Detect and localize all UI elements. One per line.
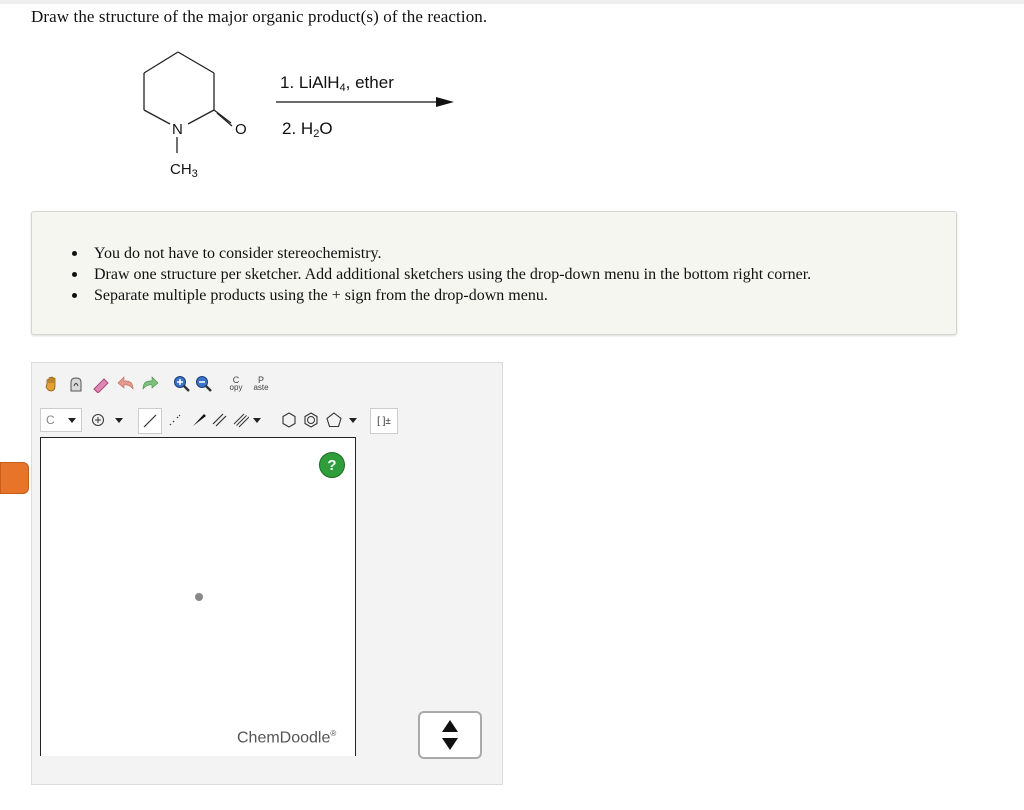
instructions-list bbox=[94, 243, 811, 306]
cursor-dot bbox=[195, 593, 203, 601]
reaction-arrow bbox=[276, 95, 456, 109]
chevron-down-icon bbox=[253, 418, 261, 423]
add-sketcher-stepper[interactable] bbox=[418, 711, 482, 759]
hashed-bond-icon bbox=[167, 412, 183, 428]
element-select[interactable] bbox=[40, 408, 82, 432]
step1-subscript: 4 bbox=[339, 82, 346, 94]
oxygen-label: O bbox=[235, 121, 247, 138]
wedge-bond-tool[interactable] bbox=[188, 408, 210, 432]
methyl-subscript: 3 bbox=[191, 168, 198, 180]
paste-top: P bbox=[257, 375, 264, 385]
eraser-icon[interactable] bbox=[90, 373, 112, 395]
methyl-main: CH bbox=[170, 161, 192, 178]
condition-step-2 bbox=[282, 119, 333, 140]
reactant-structure bbox=[130, 40, 270, 190]
wedge-bond-icon bbox=[191, 412, 207, 428]
zoom-in-icon[interactable] bbox=[172, 373, 192, 395]
hexagon-icon bbox=[280, 411, 298, 429]
benzene-ring-tool[interactable] bbox=[278, 408, 300, 432]
step2-rest: O bbox=[319, 119, 333, 138]
triple-bond-select[interactable] bbox=[230, 408, 264, 432]
top-rule bbox=[0, 0, 1024, 4]
copy-button[interactable] bbox=[226, 371, 246, 397]
triple-bond-icon bbox=[233, 412, 249, 428]
instruction-item: You do not have to consider stereochemistry. bbox=[94, 243, 811, 264]
nitrogen-label: N bbox=[172, 121, 183, 138]
undo-icon[interactable] bbox=[116, 373, 138, 395]
chemdoodle-logo bbox=[237, 729, 336, 747]
step1-rest: , ether bbox=[345, 73, 394, 92]
step1-text: 1. LiAlH bbox=[280, 73, 340, 92]
zoom-out-icon[interactable] bbox=[194, 373, 214, 395]
instruction-item: Draw one structure per sketcher. Add additional sketchers using the drop-down menu in the bottom right corner. bbox=[94, 266, 812, 283]
aromatic-ring-tool[interactable] bbox=[300, 408, 322, 432]
benzene-icon bbox=[302, 411, 320, 429]
dashed-bond-tool[interactable] bbox=[164, 408, 186, 432]
chevron-down-icon bbox=[115, 418, 123, 423]
copy-top: C bbox=[232, 375, 240, 385]
bracket-tool[interactable] bbox=[370, 408, 398, 434]
drawing-canvas[interactable] bbox=[40, 437, 356, 756]
redo-icon[interactable] bbox=[138, 373, 160, 395]
step2-text: 2. H bbox=[282, 119, 314, 138]
question-text: Draw the structure of the major organic product(s) of the reaction. bbox=[31, 7, 488, 26]
help-button[interactable]: ? bbox=[319, 452, 345, 478]
instructions-box bbox=[31, 211, 957, 335]
step2-subscript: 2 bbox=[313, 128, 320, 140]
lasso-icon[interactable] bbox=[66, 373, 86, 395]
up-down-arrows-icon bbox=[420, 713, 480, 757]
copy-bottom: opy bbox=[229, 383, 243, 392]
pentagon-icon bbox=[325, 411, 343, 429]
brand-mark: ® bbox=[330, 729, 337, 738]
side-tab[interactable] bbox=[0, 462, 29, 494]
bracket-label: [ ]± bbox=[377, 415, 391, 427]
single-bond-icon bbox=[142, 413, 158, 429]
condition-step-1 bbox=[280, 73, 394, 94]
pentagon-ring-select[interactable] bbox=[322, 408, 360, 432]
hand-icon[interactable] bbox=[42, 373, 62, 395]
charge-select[interactable] bbox=[86, 408, 128, 432]
double-bond-icon bbox=[211, 412, 227, 428]
plus-circle-icon bbox=[91, 413, 105, 427]
chevron-down-icon bbox=[349, 418, 357, 423]
single-bond-tool[interactable] bbox=[138, 408, 162, 434]
chevron-down-icon bbox=[68, 418, 76, 423]
element-label: C bbox=[46, 413, 55, 427]
paste-bottom: aste bbox=[253, 383, 269, 392]
chemdoodle-sketcher bbox=[31, 362, 503, 785]
paste-button[interactable] bbox=[250, 371, 272, 397]
instruction-item: Separate multiple products using the + sign from the drop-down menu. bbox=[94, 285, 811, 306]
double-bond-tool[interactable] bbox=[208, 408, 230, 432]
methyl-label bbox=[170, 161, 198, 180]
brand-text: ChemDoodle bbox=[237, 729, 331, 747]
